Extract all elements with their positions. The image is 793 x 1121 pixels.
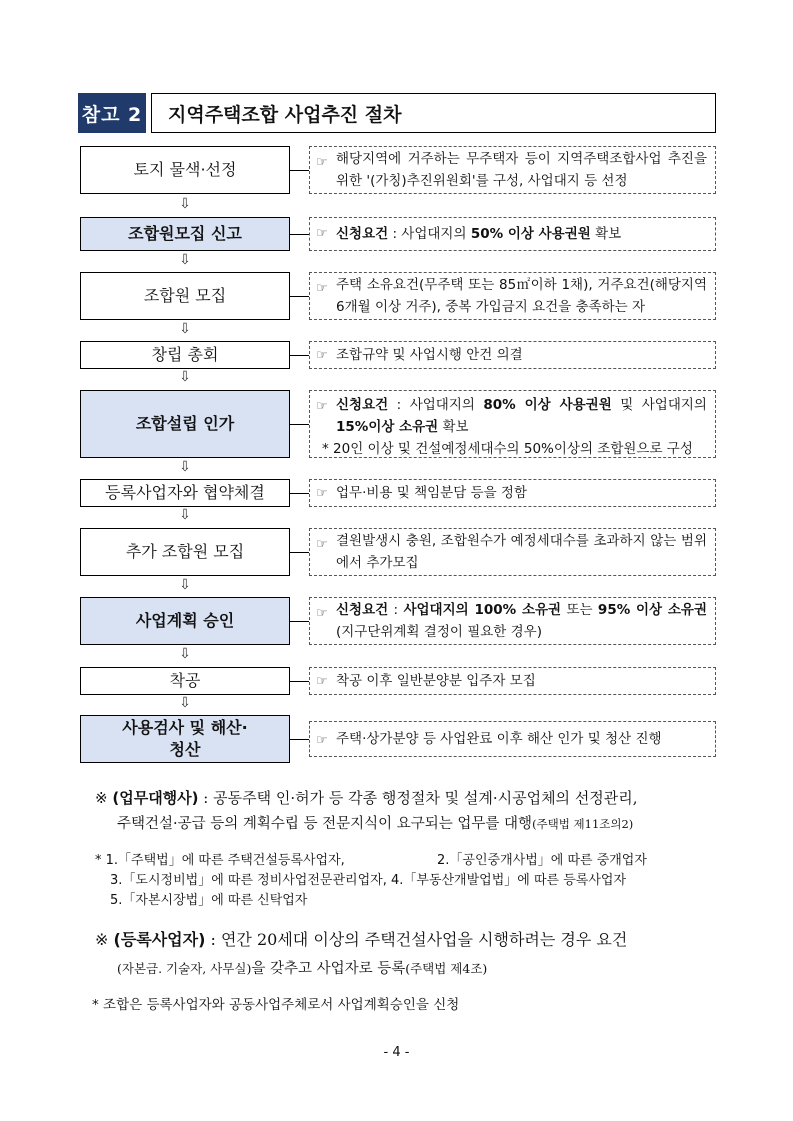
step-union-approval: 조합설립 인가	[80, 390, 290, 458]
pointing-hand-icon: ☞	[316, 733, 328, 748]
connector-line	[290, 621, 309, 622]
footnote-agency: ※ (업무대행사) : 공동주택 인·허가 등 각종 행정절차 및 설계·시공업체의 선정관리,	[95, 789, 638, 807]
note-union-approval: ☞ 신청요건 : 사업대지의 80% 이상 사용권원 및 사업대지의 15%이상 소유권 확보 * 20인 이상 및 건설예정세대수의 50%이상의 조합원으로 구성	[309, 390, 716, 458]
step-additional-recruit: 추가 조합원 모집	[80, 528, 290, 576]
connector-line	[290, 552, 309, 553]
note-land-selection: ☞ 해당지역에 거주하는 무주택자 등이 지역주택조합사업 추진을 위한 '(가칭)추진위원회'를 구성, 사업대지 등 선정	[309, 146, 716, 194]
footnote-registered-operator: ※ (등록사업자) : 연간 20세대 이상의 주택건설사업을 시행하려는 경우 요건	[95, 930, 628, 949]
connector-line	[290, 234, 309, 235]
pointing-hand-icon: ☞	[316, 281, 328, 296]
connector-line	[290, 296, 309, 297]
footnote-agency-sub2: 3.「도시정비법」에 따른 정비사업전문관리업자, 4.「부동산개발업법」에 따른 등록사업자	[110, 873, 627, 888]
pointing-hand-icon: ☞	[316, 348, 328, 363]
connector-line	[290, 355, 309, 356]
note-founding-assembly: ☞ 조합규약 및 사업시행 안건 의결	[309, 341, 716, 369]
pointing-hand-icon: ☞	[316, 399, 328, 414]
note-contract-registered-operator: ☞ 업무·비용 및 책임분담 등을 정함	[309, 479, 716, 507]
pointing-hand-icon: ☞	[316, 155, 328, 170]
note-construction-start: ☞ 착공 이후 일반분양분 입주자 모집	[309, 667, 716, 695]
pointing-hand-icon: ☞	[316, 537, 328, 552]
title-bar	[78, 93, 718, 133]
note-additional-recruit: ☞ 결원발생시 충원, 조합원수가 예정세대수를 초과하지 않는 범위에서 추가모집	[309, 528, 716, 576]
connector-line	[290, 739, 309, 740]
footnote-registered-operator-line2: (자본금. 기술자, 사무실)을 갖추고 사업자로 등록(주택법 제4조)	[117, 961, 488, 977]
step-founding-assembly: 창립 총회	[80, 341, 290, 369]
note-inspection-dissolution: ☞ 주택·상가분양 등 사업완료 이후 해산 인가 및 청산 진행	[309, 721, 716, 757]
step-inspection-dissolution: 사용검사 및 해산·청산	[80, 715, 290, 763]
step-land-selection: 토지 물색·선정	[80, 146, 290, 194]
down-arrow-icon: ⇩	[179, 321, 191, 337]
pointing-hand-icon: ☞	[316, 226, 328, 241]
down-arrow-icon: ⇩	[179, 196, 191, 212]
step-contract-registered-operator: 등록사업자와 협약체결	[80, 479, 290, 507]
reference-badge: 참고 2	[78, 93, 146, 133]
connector-line	[290, 424, 309, 425]
pointing-hand-icon: ☞	[316, 486, 328, 501]
down-arrow-icon: ⇩	[179, 252, 191, 268]
connector-line	[290, 170, 309, 171]
page-title: 지역주택조합 사업추진 절차	[151, 93, 716, 133]
note-member-recruit: ☞ 주택 소유요건(무주택 또는 85㎡이하 1채), 거주요건(해당지역 6개월 이상 거주), 중복 가입금지 요건을 충족하는 자	[309, 272, 716, 320]
step-business-plan-approval: 사업계획 승인	[80, 597, 290, 645]
note-member-recruit-report: ☞ 신청요건 : 사업대지의 50% 이상 사용권원 확보	[309, 217, 716, 251]
down-arrow-icon: ⇩	[179, 459, 191, 475]
footnote-agency-sub1a: * 1.「주택법」에 따른 주택건설등록사업자,	[95, 853, 345, 868]
connector-line	[290, 493, 309, 494]
down-arrow-icon: ⇩	[179, 646, 191, 662]
footnote-agency-sub1b: 2.「공인중개사법」에 따른 중개업자	[437, 853, 647, 868]
step-construction-start: 착공	[80, 667, 290, 695]
footnote-agency-line2: 주택건설·공급 등의 계획수립 등 전문지식이 요구되는 업무를 대행(주택법 제11조의2)	[117, 816, 634, 832]
pointing-hand-icon: ☞	[316, 674, 328, 689]
note-business-plan-approval: ☞ 신청요건 : 사업대지의 100% 소유권 또는 95% 이상 소유권(지구단위계획 결정이 필요한 경우)	[309, 597, 716, 645]
connector-line	[290, 681, 309, 682]
down-arrow-icon: ⇩	[179, 507, 191, 523]
footnote-agency-sub3: 5.「자본시장법」에 따른 신탁업자	[110, 893, 308, 908]
step-member-recruit: 조합원 모집	[80, 272, 290, 320]
pointing-hand-icon: ☞	[316, 606, 328, 621]
down-arrow-icon: ⇩	[179, 369, 191, 385]
down-arrow-icon: ⇩	[179, 695, 191, 711]
footnote-joint-business: * 조합은 등록사업자와 공동사업주체로서 사업계획승인을 신청	[92, 997, 460, 1013]
down-arrow-icon: ⇩	[179, 577, 191, 593]
page-number: - 4 -	[383, 1045, 410, 1060]
step-member-recruit-report: 조합원모집 신고	[80, 217, 290, 251]
